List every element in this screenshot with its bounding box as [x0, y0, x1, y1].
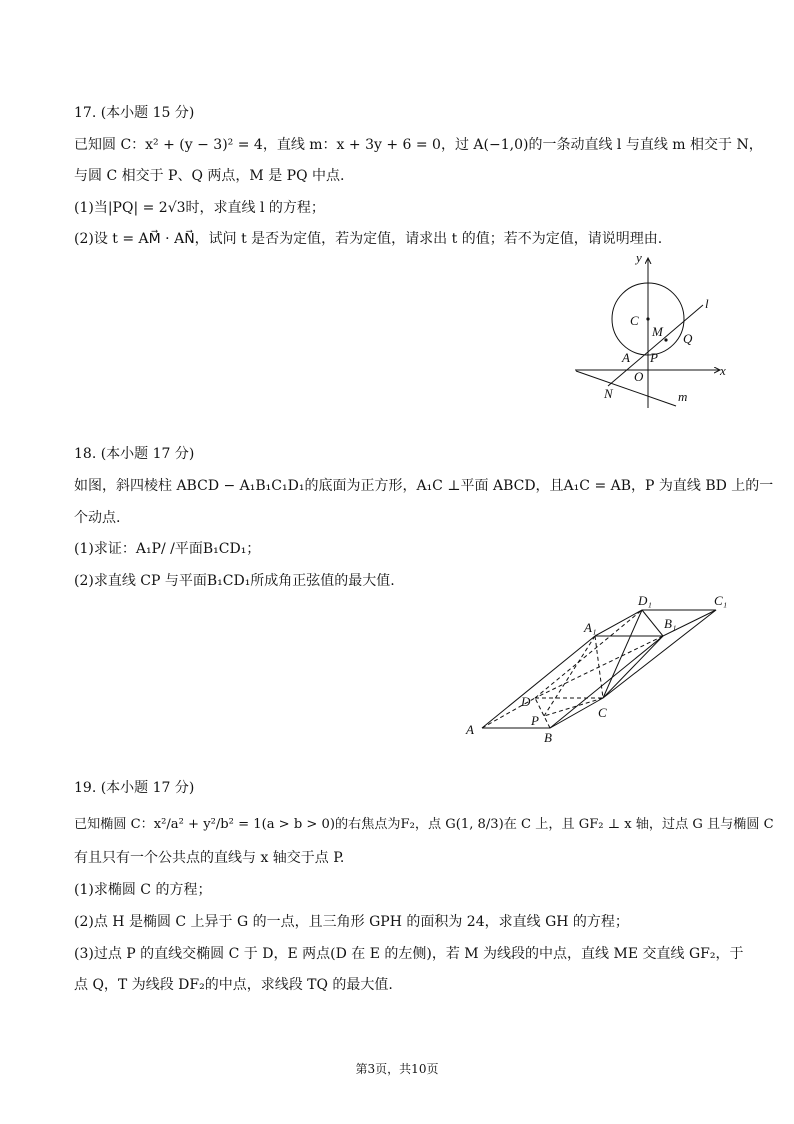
label-c: C [598, 705, 607, 720]
label-q: Q [683, 331, 693, 346]
edge-b1-d1 [642, 610, 663, 636]
problem-17-figure [570, 248, 740, 413]
edge-c-c1 [603, 610, 716, 698]
midpoint-m [664, 338, 667, 341]
problem-18-figure [460, 590, 740, 750]
label-a: A [622, 350, 630, 365]
problem-19-header: 19. (本小题 17 分) [74, 780, 195, 796]
label-c1: C₁ [714, 593, 728, 608]
problem-18-part-2: (2)求直线 CP 与平面B₁CD₁所成角正弦值的最大值. [74, 573, 395, 589]
label-c: C [630, 313, 639, 328]
problem-18-header: 18. (本小题 17 分) [74, 446, 195, 462]
label-o: O [634, 369, 644, 384]
problem-19-line-1: 已知椭圆 C：x²/a² + y²/b² = 1(a > b > 0)的右焦点为F₂，点 G(1, 8/3)在 C 上，且 GF₂ ⊥ x 轴，过点 G 且与椭圆 C [74, 817, 774, 832]
problem-17-line-1: 已知圆 C：x² + (y − 3)² = 4，直线 m：x + 3y + 6 = 0，过 A(−1,0)的一条动直线 l 与直线 m 相交于 N， [74, 137, 763, 153]
center-point [646, 317, 649, 320]
problem-17-line-2: 与圆 C 相交于 P、Q 两点，M 是 PQ 中点. [74, 168, 345, 184]
problem-17-part-1: (1)当|PQ| = 2√3时，求直线 l 的方程； [74, 200, 325, 216]
problem-19-part-1: (1)求椭圆 C 的方程； [74, 882, 212, 898]
edge-c-p [544, 698, 603, 716]
problem-19-part-3: (3)过点 P 的直线交椭圆 C 于 D，E 两点(D 在 E 的左侧)，若 M 为线段的中点，直线 ME 交直线 GF₂，于 [74, 946, 744, 962]
label-d: D [521, 694, 531, 709]
edge-b1-c [603, 636, 663, 698]
label-p: P [650, 350, 658, 365]
problem-17-header: 17. (本小题 15 分) [74, 105, 195, 121]
problem-18-part-1: (1)求证：A₁P/ /平面B₁CD₁； [74, 541, 261, 557]
label-x: x [720, 363, 726, 378]
problem-19-line-2: 有且只有一个公共点的直线与 x 轴交于点 P. [74, 850, 345, 866]
label-b: B [544, 730, 552, 745]
label-m-line: m [678, 389, 688, 404]
label-p: P [531, 713, 539, 728]
top-face [595, 610, 716, 636]
line-m [576, 371, 676, 406]
page-footer: 第3页，共10页 [355, 1062, 439, 1076]
label-l: l [705, 296, 709, 311]
problem-19-part-2: (2)点 H 是椭圆 C 上异于 G 的一点，且三角形 GPH 的面积为 24，求直线 GH 的方程； [74, 914, 629, 930]
edge-a1-p [544, 636, 595, 716]
edge-d1-c [603, 610, 642, 698]
label-m-point: M [652, 324, 663, 339]
label-n: N [604, 386, 613, 401]
label-b1: B₁ [664, 616, 677, 631]
problem-17-part-2: (2)设 t = AM⃗ · AN⃗，试问 t 是否为定值，若为定值，请求出 t 的值；若不为定值，请说明理由. [74, 231, 663, 247]
label-a1: A₁ [584, 620, 597, 635]
problem-19-line-6: 点 Q，T 为线段 DF₂的中点，求线段 TQ 的最大值. [74, 977, 393, 993]
problem-18-line-2: 个动点. [74, 510, 121, 526]
label-y: y [636, 250, 642, 265]
label-d1: D₁ [638, 593, 652, 608]
problem-18-line-1: 如图，斜四棱柱 ABCD − A₁B₁C₁D₁的底面为正方形，A₁C ⊥平面 ABCD，且A₁C = AB，P 为直线 BD 上的一 [74, 478, 774, 494]
label-a: A [466, 722, 474, 737]
